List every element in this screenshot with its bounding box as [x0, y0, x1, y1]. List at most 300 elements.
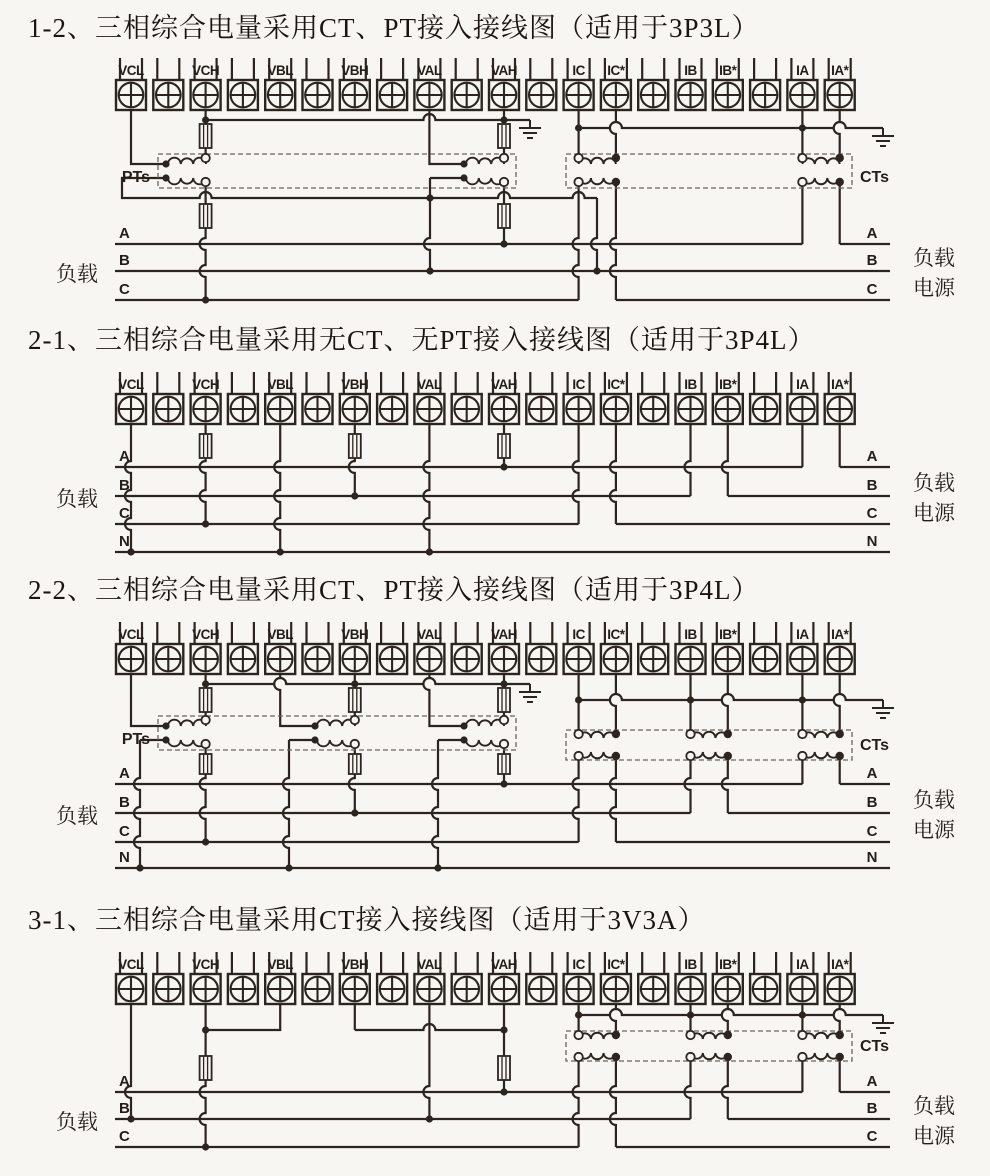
- winding-coil: [168, 740, 206, 746]
- terminal: [340, 622, 370, 674]
- winding-terminal-open: [574, 178, 582, 186]
- junction-dot: [202, 1026, 209, 1033]
- junction-dot: [311, 736, 318, 743]
- terminal-label: IC*: [607, 627, 625, 642]
- fuse-icon: [498, 124, 510, 148]
- winding-terminal-polarity: [612, 730, 620, 738]
- terminal: [825, 622, 855, 674]
- terminal-label: IA: [796, 627, 809, 642]
- winding-coil: [579, 1033, 616, 1039]
- phase-label-right: A: [866, 448, 878, 465]
- fuse-icon: [349, 688, 361, 712]
- winding-terminal-open: [798, 752, 806, 760]
- junction-dot: [162, 160, 169, 167]
- winding-terminal-open: [500, 178, 508, 186]
- phase-label-left: C: [119, 823, 130, 840]
- winding-terminal-open: [351, 740, 359, 748]
- terminal: [638, 58, 668, 110]
- pt-label: PTs: [121, 731, 150, 748]
- terminal: [825, 58, 855, 110]
- terminal-label: IB*: [719, 957, 737, 972]
- junction-dot: [136, 864, 143, 871]
- junction-dot: [687, 1011, 694, 1018]
- terminal: [601, 372, 631, 424]
- junction-dot: [426, 194, 433, 201]
- terminal: [191, 622, 221, 674]
- junction-dot: [285, 864, 292, 871]
- terminal-label: VBH: [341, 63, 369, 78]
- terminal: [676, 372, 706, 424]
- phase-label-left: C: [119, 281, 130, 298]
- winding-terminal-polarity: [836, 154, 844, 162]
- terminal: [526, 58, 556, 110]
- winding-terminal-polarity: [724, 752, 732, 760]
- winding-terminal-open: [574, 1031, 582, 1039]
- winding-terminal-open: [798, 178, 806, 186]
- terminal-strip: [116, 952, 855, 1004]
- terminal: [750, 58, 780, 110]
- junction-dot: [460, 736, 467, 743]
- junction-dot: [202, 116, 209, 123]
- winding-coil: [579, 732, 616, 738]
- junction-dot: [434, 864, 441, 871]
- terminal-label: IC*: [607, 957, 625, 972]
- phase-label-right: B: [866, 1100, 878, 1117]
- terminal: [750, 372, 780, 424]
- winding-coil: [802, 1053, 839, 1059]
- junction-dot: [277, 548, 284, 555]
- phase-label-left: A: [119, 225, 130, 242]
- source-label-line2: 电源: [913, 1124, 955, 1148]
- terminal-label: IA*: [831, 63, 849, 78]
- terminal-label: IA*: [831, 627, 849, 642]
- terminal: [638, 622, 668, 674]
- junction-dot: [460, 722, 467, 729]
- phase-label-right: B: [866, 794, 878, 811]
- junction-dot: [426, 1115, 433, 1122]
- phase-label-left: B: [119, 252, 130, 269]
- terminal-label: VBH: [341, 957, 369, 972]
- junction-dot: [351, 680, 358, 687]
- ground-icon: [519, 684, 541, 702]
- phase-label-left: B: [119, 1100, 130, 1117]
- phase-label-right: B: [866, 252, 878, 269]
- winding-terminal-open: [201, 178, 209, 186]
- wiring-diagram-3p4l-ct-pt: [0, 608, 990, 896]
- terminal-label: VCH: [192, 377, 220, 392]
- terminal: [340, 372, 370, 424]
- terminal-label: VBL: [267, 957, 293, 972]
- terminal: [303, 952, 333, 1004]
- terminal: [303, 372, 333, 424]
- junction-dot: [500, 680, 507, 687]
- terminal: [787, 372, 817, 424]
- junction-dot: [575, 1011, 582, 1018]
- terminal-label: VAH: [490, 957, 518, 972]
- transformer-group-box: [566, 730, 852, 760]
- terminal: [153, 622, 183, 674]
- terminal: [526, 952, 556, 1004]
- transformer-group-box: [566, 1031, 852, 1061]
- terminal: [303, 58, 333, 110]
- terminal: [825, 372, 855, 424]
- winding-terminal-open: [500, 740, 508, 748]
- section-title-4: 3-1、三相综合电量采用CT接入接线图（适用于3V3A）: [28, 905, 706, 935]
- terminal: [564, 372, 594, 424]
- source-label-line2: 电源: [913, 276, 955, 300]
- winding-terminal-open: [686, 1031, 694, 1039]
- terminal-label: VCL: [118, 627, 144, 642]
- load-label: 负载: [56, 487, 98, 511]
- winding-coil: [317, 740, 355, 746]
- winding-coil: [802, 178, 839, 184]
- winding-coil: [802, 158, 839, 164]
- terminal: [676, 58, 706, 110]
- terminal: [116, 372, 146, 424]
- terminal: [153, 58, 183, 110]
- terminal: [191, 372, 221, 424]
- load-label: 负载: [56, 1110, 98, 1134]
- junction-dot: [311, 722, 318, 729]
- terminal: [713, 622, 743, 674]
- terminal: [564, 622, 594, 674]
- terminal-label: VCL: [118, 63, 144, 78]
- fuse-icon: [498, 1056, 510, 1080]
- winding-coil: [579, 158, 616, 164]
- terminal-label: VBH: [341, 377, 369, 392]
- terminal: [116, 58, 146, 110]
- winding-terminal-polarity: [612, 178, 620, 186]
- winding-coil: [579, 752, 616, 758]
- winding-terminal-open: [201, 154, 209, 162]
- terminal: [601, 58, 631, 110]
- terminal: [676, 622, 706, 674]
- terminal: [340, 952, 370, 1004]
- fuse-icon: [200, 754, 212, 774]
- junction-dot: [202, 1143, 209, 1150]
- phase-label-right: C: [866, 505, 878, 522]
- winding-terminal-open: [574, 154, 582, 162]
- phase-label-left: C: [119, 1128, 130, 1145]
- terminal: [452, 372, 482, 424]
- terminal: [414, 952, 444, 1004]
- terminal: [414, 58, 444, 110]
- phase-label-left: N: [119, 849, 130, 866]
- junction-dot: [500, 116, 507, 123]
- winding-terminal-open: [351, 716, 359, 724]
- terminal-label: VAL: [417, 63, 442, 78]
- fuse-icon: [498, 754, 510, 774]
- winding-terminal-open: [798, 1031, 806, 1039]
- junction-dot: [593, 267, 600, 274]
- winding-coil: [466, 178, 504, 184]
- terminal: [452, 622, 482, 674]
- terminal-label: IB: [684, 63, 697, 78]
- terminal-label: IB: [684, 377, 697, 392]
- winding-coil: [691, 732, 728, 738]
- winding-terminal-polarity: [836, 1031, 844, 1039]
- winding-coil: [466, 158, 504, 164]
- winding-terminal-polarity: [612, 1031, 620, 1039]
- section-title-3: 2-2、三相综合电量采用CT、PT接入接线图（适用于3P4L）: [28, 575, 760, 605]
- ground-icon: [872, 700, 894, 718]
- winding-terminal-open: [686, 730, 694, 738]
- terminal: [526, 372, 556, 424]
- winding-terminal-polarity: [612, 154, 620, 162]
- winding-terminal-open: [500, 716, 508, 724]
- source-label-line2: 电源: [913, 501, 955, 525]
- phase-label-left: A: [119, 1073, 130, 1090]
- winding-coil: [579, 1053, 616, 1059]
- terminal: [377, 58, 407, 110]
- terminal: [228, 622, 258, 674]
- terminal-label: IA: [796, 63, 809, 78]
- terminal: [340, 58, 370, 110]
- terminal: [191, 952, 221, 1004]
- phase-label-right: A: [866, 225, 878, 242]
- pt-label: PTs: [121, 169, 150, 186]
- terminal-label: IA: [796, 957, 809, 972]
- terminal-label: IC: [572, 957, 585, 972]
- junction-dot: [162, 174, 169, 181]
- transformer-group-box: [158, 154, 516, 188]
- terminal-label: VAH: [490, 63, 518, 78]
- terminal-strip: [116, 372, 855, 424]
- fuse-icon: [200, 204, 212, 228]
- terminal: [787, 622, 817, 674]
- terminal-label: VAL: [417, 377, 442, 392]
- ground-icon: [872, 128, 894, 146]
- terminal: [787, 952, 817, 1004]
- terminal-label: VCH: [192, 957, 220, 972]
- phase-label-left: A: [119, 765, 130, 782]
- junction-dot: [500, 1026, 507, 1033]
- winding-terminal-polarity: [724, 1031, 732, 1039]
- junction-dot: [162, 736, 169, 743]
- fuse-icon: [200, 124, 212, 148]
- phase-label-right: C: [866, 281, 878, 298]
- winding-coil: [466, 720, 504, 726]
- load-label: 负载: [56, 262, 98, 286]
- terminal: [713, 58, 743, 110]
- winding-coil: [168, 720, 206, 726]
- winding-terminal-polarity: [724, 1053, 732, 1061]
- phase-label-right: C: [866, 1128, 878, 1145]
- winding-terminal-open: [201, 716, 209, 724]
- winding-coil: [802, 752, 839, 758]
- phase-label-right: A: [866, 1073, 878, 1090]
- terminal: [414, 622, 444, 674]
- fuse-icon: [498, 434, 510, 458]
- terminal: [228, 952, 258, 1004]
- junction-dot: [575, 696, 582, 703]
- terminal: [153, 372, 183, 424]
- terminal: [676, 952, 706, 1004]
- terminal-label: VCH: [192, 627, 220, 642]
- terminal-label: IA*: [831, 957, 849, 972]
- wiring-diagram-3v3a-ct: [0, 938, 990, 1176]
- winding-terminal-open: [201, 740, 209, 748]
- winding-terminal-polarity: [836, 730, 844, 738]
- junction-dot: [202, 680, 209, 687]
- terminal: [526, 622, 556, 674]
- junction-dot: [426, 267, 433, 274]
- winding-terminal-open: [574, 1053, 582, 1061]
- wiring-diagram-3p4l-direct: [0, 358, 990, 564]
- terminal: [787, 58, 817, 110]
- junction-dot: [202, 296, 209, 303]
- phase-label-right: B: [866, 477, 878, 494]
- source-label-line1: 负载: [913, 788, 955, 812]
- phase-label-right: N: [866, 849, 878, 866]
- junction-dot: [460, 160, 467, 167]
- phase-label-left: A: [119, 448, 130, 465]
- terminal-label: VBL: [267, 377, 293, 392]
- winding-coil: [317, 720, 355, 726]
- junction-dot: [687, 696, 694, 703]
- ground-icon: [519, 120, 541, 138]
- winding-terminal-open: [686, 1053, 694, 1061]
- terminal-label: IB: [684, 627, 697, 642]
- winding-terminal-open: [798, 154, 806, 162]
- terminal: [377, 952, 407, 1004]
- winding-terminal-polarity: [612, 752, 620, 760]
- winding-terminal-polarity: [836, 1053, 844, 1061]
- terminal: [750, 622, 780, 674]
- winding-terminal-open: [686, 752, 694, 760]
- fuse-icon: [349, 754, 361, 774]
- terminal-label: IB*: [719, 63, 737, 78]
- terminal-label: IC*: [607, 63, 625, 78]
- fuse-icon: [200, 688, 212, 712]
- junction-dot: [500, 240, 507, 247]
- winding-coil: [466, 740, 504, 746]
- winding-terminal-open: [798, 1053, 806, 1061]
- ct-label: CTs: [860, 1038, 890, 1055]
- terminal-label: VAL: [417, 957, 442, 972]
- junction-dot: [799, 696, 806, 703]
- junction-dot: [202, 838, 209, 845]
- terminal-label: IC: [572, 63, 585, 78]
- fuse-icon: [200, 434, 212, 458]
- junction-dot: [202, 520, 209, 527]
- junction-dot: [799, 1011, 806, 1018]
- terminal-label: VAH: [490, 377, 518, 392]
- fuse-icon: [498, 688, 510, 712]
- terminal: [377, 622, 407, 674]
- terminal: [713, 952, 743, 1004]
- terminal: [489, 372, 519, 424]
- winding-terminal-polarity: [612, 1053, 620, 1061]
- junction-dot: [460, 174, 467, 181]
- terminal: [414, 372, 444, 424]
- terminal: [825, 952, 855, 1004]
- source-label-line1: 负载: [913, 1094, 955, 1118]
- phase-label-right: A: [866, 765, 878, 782]
- phase-label-right: C: [866, 823, 878, 840]
- terminal: [191, 58, 221, 110]
- terminal: [750, 952, 780, 1004]
- winding-coil: [691, 1053, 728, 1059]
- phase-label-left: C: [119, 505, 130, 522]
- fuse-icon: [200, 1056, 212, 1080]
- source-label-line1: 负载: [913, 471, 955, 495]
- terminal-label: IB: [684, 957, 697, 972]
- terminal: [265, 58, 295, 110]
- winding-terminal-open: [574, 730, 582, 738]
- terminal: [452, 58, 482, 110]
- fuse-icon: [349, 434, 361, 458]
- terminal: [489, 622, 519, 674]
- terminal-label: VCL: [118, 377, 144, 392]
- winding-terminal-polarity: [724, 730, 732, 738]
- winding-coil: [579, 178, 616, 184]
- junction-dot: [162, 722, 169, 729]
- terminal-label: IC*: [607, 377, 625, 392]
- terminal: [265, 952, 295, 1004]
- winding-coil: [691, 752, 728, 758]
- source-label-line1: 负载: [913, 246, 955, 270]
- ct-label: CTs: [860, 737, 890, 754]
- terminal-label: IC: [572, 627, 585, 642]
- winding-coil: [168, 178, 206, 184]
- terminal-label: VCH: [192, 63, 220, 78]
- winding-coil: [691, 1033, 728, 1039]
- terminal: [265, 622, 295, 674]
- winding-terminal-open: [500, 154, 508, 162]
- terminal: [489, 952, 519, 1004]
- terminal-label: VBH: [341, 627, 369, 642]
- terminal: [489, 58, 519, 110]
- terminal: [265, 372, 295, 424]
- wiring-diagram-3p3l-ct-pt: [0, 48, 990, 310]
- terminal-label: VAL: [417, 627, 442, 642]
- ground-icon: [872, 1015, 894, 1033]
- section-title-2: 2-1、三相综合电量采用无CT、无PT接入接线图（适用于3P4L）: [28, 325, 816, 355]
- junction-dot: [426, 548, 433, 555]
- terminal: [601, 952, 631, 1004]
- terminal-label: VAH: [490, 627, 518, 642]
- terminal-label: IA: [796, 377, 809, 392]
- terminal: [452, 952, 482, 1004]
- junction-dot: [500, 463, 507, 470]
- terminal: [228, 372, 258, 424]
- terminal: [303, 622, 333, 674]
- terminal: [564, 952, 594, 1004]
- fuse-icon: [498, 204, 510, 228]
- terminal-label: VBL: [267, 627, 293, 642]
- phase-label-right: N: [866, 533, 878, 550]
- winding-coil: [802, 732, 839, 738]
- terminal: [638, 372, 668, 424]
- winding-coil: [802, 1033, 839, 1039]
- junction-dot: [500, 1088, 507, 1095]
- terminal: [564, 58, 594, 110]
- junction-dot: [799, 124, 806, 131]
- terminal: [713, 372, 743, 424]
- terminal: [638, 952, 668, 1004]
- junction-dot: [575, 124, 582, 131]
- phase-label-left: N: [119, 533, 130, 550]
- ct-label: CTs: [860, 169, 890, 186]
- winding-terminal-polarity: [836, 752, 844, 760]
- terminal-label: IB*: [719, 627, 737, 642]
- terminal-label: IC: [572, 377, 585, 392]
- terminal: [228, 58, 258, 110]
- terminal-label: VBL: [267, 63, 293, 78]
- junction-dot: [351, 809, 358, 816]
- winding-terminal-open: [574, 752, 582, 760]
